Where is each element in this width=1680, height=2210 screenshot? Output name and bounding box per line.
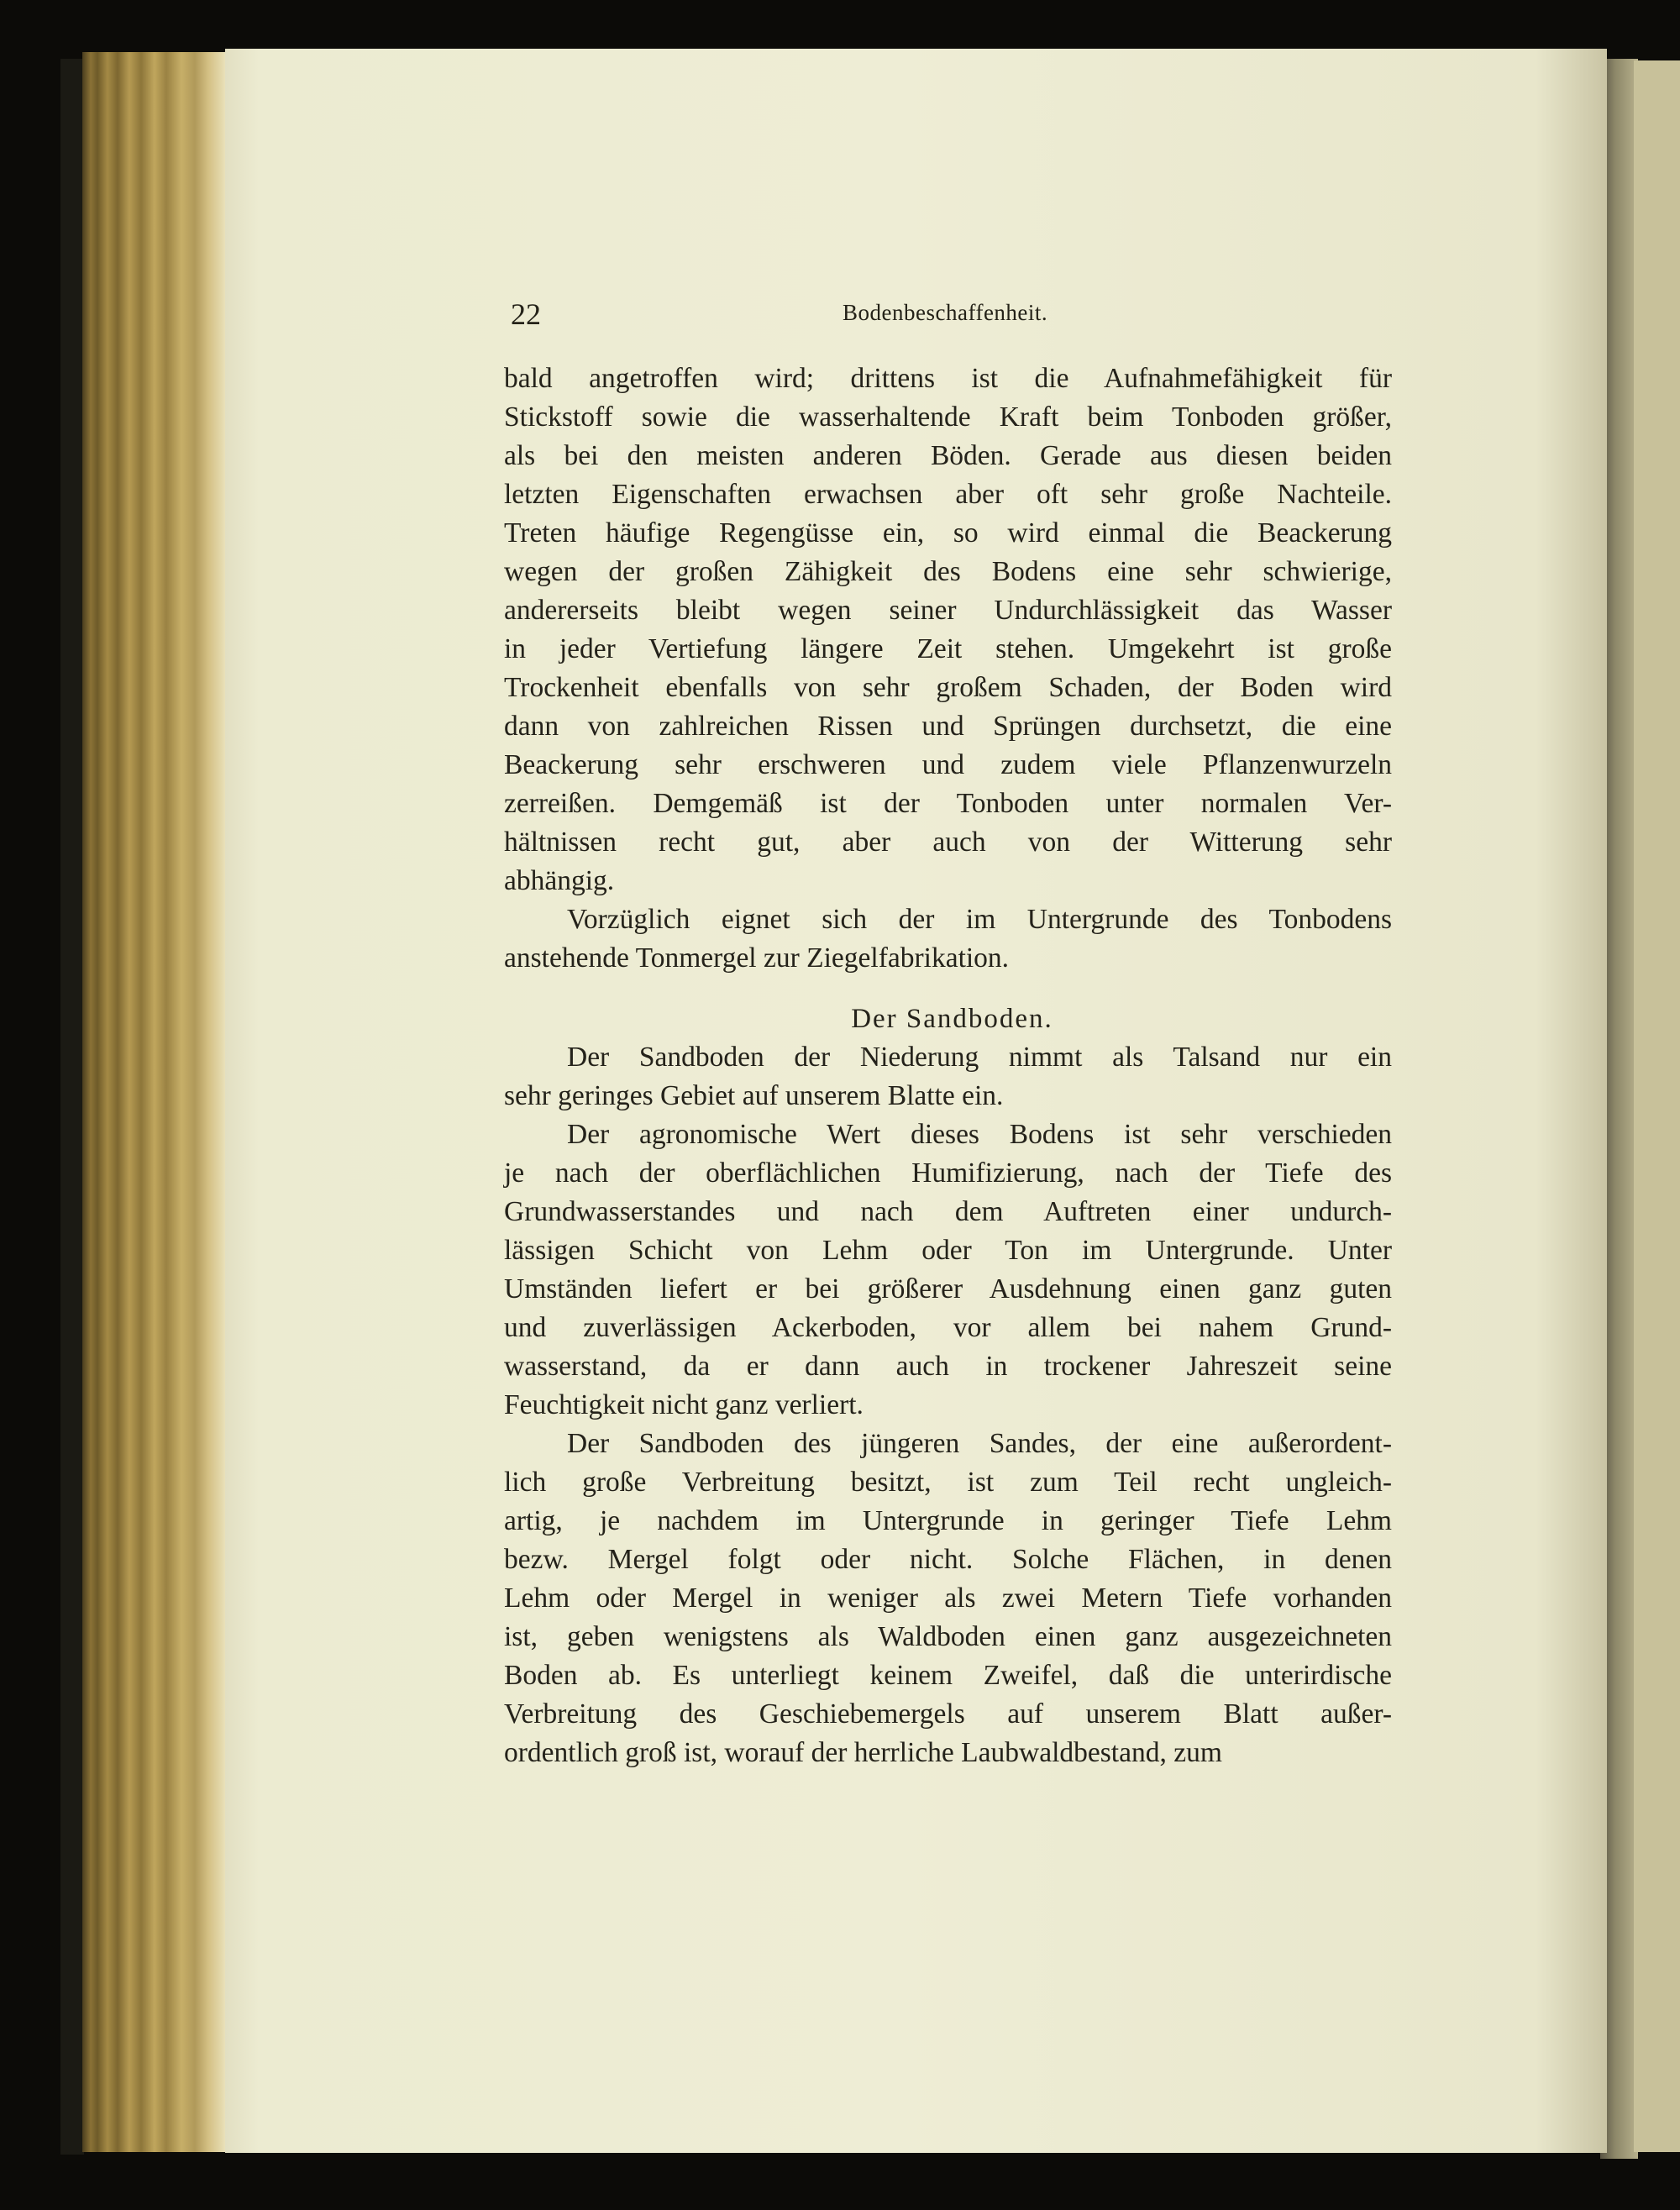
body-text: [504, 360, 1392, 1772]
text-line: als bei den meisten anderen Böden. Gerade aus diesen beiden: [504, 440, 1392, 471]
paragraph-p5: [504, 1425, 1392, 1772]
book-cover-edge: [60, 59, 84, 2155]
text-line: ist, geben wenigstens als Waldboden einen ganz ausgezeichneten: [504, 1621, 1392, 1652]
text-line: Grundwasserstandes und nach dem Auftreten einer undurch-: [504, 1196, 1392, 1227]
text-line: zerreißen. Demgemäß ist der Tonboden unter normalen Ver-: [504, 788, 1392, 819]
text-line: Umständen liefert er bei größerer Ausdehnung einen ganz guten: [504, 1273, 1392, 1304]
text-line: Stickstoff sowie die wasserhaltende Kraft beim Tonboden größer,: [504, 402, 1392, 433]
text-line: ordentlich groß ist, worauf der herrliche Laubwaldbestand, zum: [504, 1737, 1222, 1768]
text-line: und zuverlässigen Ackerboden, vor allem bei nahem Grund-: [504, 1312, 1392, 1343]
text-line: Boden ab. Es unterliegt keinem Zweifel, daß die unterirdische: [504, 1660, 1392, 1691]
text-line: Lehm oder Mergel in weniger als zwei Metern Tiefe vorhanden: [504, 1583, 1392, 1614]
text-line: lässigen Schicht von Lehm oder Ton im Untergrunde. Unter: [504, 1235, 1392, 1266]
text-line: bald angetroffen wird; drittens ist die Aufnahmefähigkeit für: [504, 363, 1392, 394]
text-line: Beackerung sehr erschweren und zudem viele Pflanzenwurzeln: [504, 749, 1392, 780]
text-line: wasserstand, da er dann auch in trockener Jahreszeit seine: [504, 1351, 1392, 1382]
text-line: anstehende Tonmergel zur Ziegelfabrikation.: [504, 942, 1010, 974]
text-line: Der Sandboden des jüngeren Sandes, der eine außerordent-: [567, 1428, 1392, 1459]
text-line: abhängig.: [504, 865, 615, 896]
text-line: Vorzüglich eignet sich der im Untergrunde des Tonbodens: [567, 904, 1392, 935]
text-line: Der agronomische Wert dieses Bodens ist sehr verschieden: [567, 1119, 1392, 1150]
text-line: wegen der großen Zähigkeit des Bodens eine sehr schwierige,: [504, 556, 1392, 587]
text-line: Feuchtigkeit nicht ganz verliert.: [504, 1389, 864, 1420]
text-line: dann von zahlreichen Rissen und Sprüngen durchsetzt, die eine: [504, 711, 1392, 742]
facing-page-edge: [1634, 60, 1680, 2152]
text-line: Verbreitung des Geschiebemergels auf unserem Blatt außer-: [504, 1698, 1392, 1730]
text-line: bezw. Mergel folgt oder nicht. Solche Flächen, in denen: [504, 1544, 1392, 1575]
paragraphs-section: [504, 1038, 1392, 1772]
text-line: in jeder Vertiefung längere Zeit stehen. Umgekehrt ist große: [504, 633, 1392, 664]
paragraph-p2: [504, 900, 1392, 978]
paragraph-p1: [504, 360, 1392, 900]
page-number: 22: [511, 297, 541, 331]
section-heading: Der Sandboden.: [851, 1004, 1053, 1034]
page-edges-stack: [82, 52, 227, 2152]
text-line: sehr geringes Gebiet auf unserem Blatte ein.: [504, 1080, 1004, 1111]
paragraph-p3: [504, 1038, 1392, 1115]
text-line: hältnissen recht gut, aber auch von der Witterung sehr: [504, 827, 1392, 858]
text-line: je nach der oberflächlichen Humifizierung, nach der Tiefe des: [504, 1157, 1392, 1189]
text-line: Treten häufige Regengüsse ein, so wird einmal die Beackerung: [504, 517, 1392, 549]
text-line: lich große Verbreitung besitzt, ist zum Teil recht ungleich-: [504, 1467, 1392, 1498]
text-line: Der Sandboden der Niederung nimmt als Talsand nur ein: [567, 1042, 1392, 1073]
paragraphs-top: [504, 360, 1392, 978]
text-line: andererseits bleibt wegen seiner Undurchlässigkeit das Wasser: [504, 595, 1392, 626]
running-title: Bodenbeschaffenheit.: [843, 300, 1048, 325]
text-line: letzten Eigenschaften erwachsen aber oft sehr große Nachteile.: [504, 479, 1392, 510]
text-line: Trockenheit ebenfalls von sehr großem Schaden, der Boden wird: [504, 672, 1392, 703]
paragraph-p4: [504, 1115, 1392, 1425]
text-line: artig, je nachdem im Untergrunde in geringer Tiefe Lehm: [504, 1505, 1392, 1536]
